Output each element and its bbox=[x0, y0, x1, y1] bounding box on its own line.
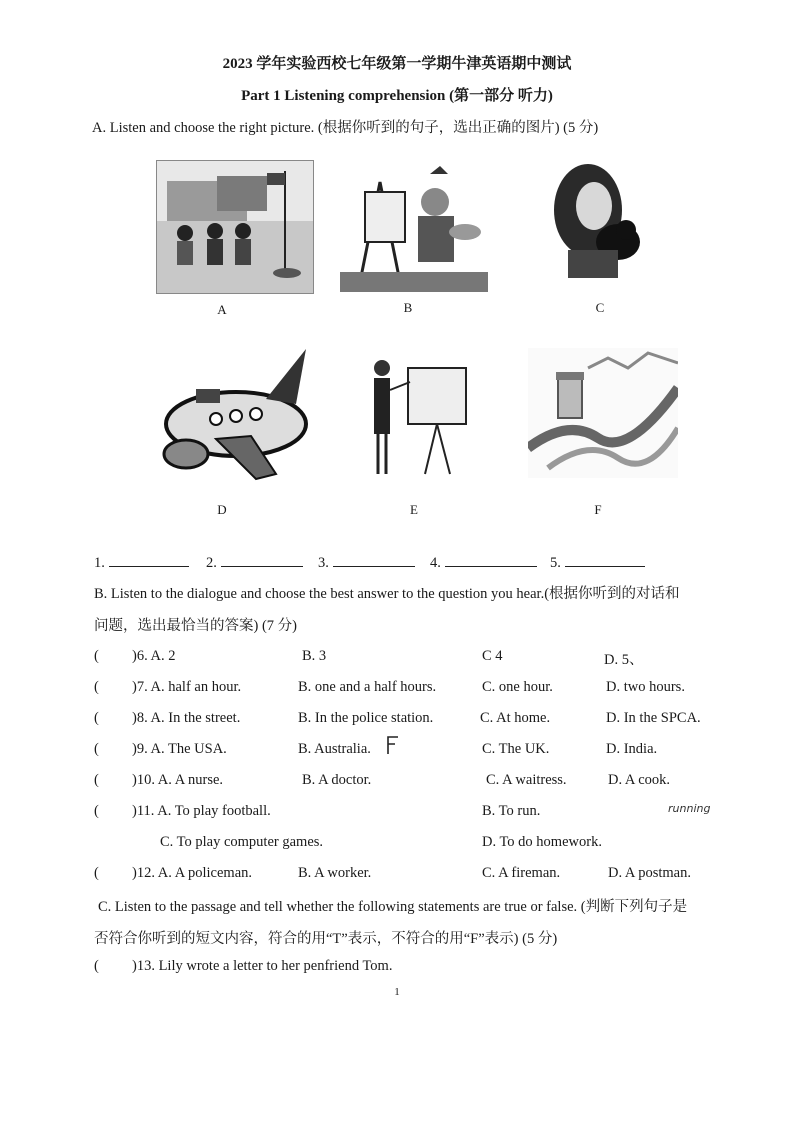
question-13: )13. Lily wrote a letter to her penfriend Tom. bbox=[132, 958, 393, 974]
option-d: D. A postman. bbox=[608, 865, 691, 881]
exam-title: 2023 学年实验西校七年级第一学期牛津英语期中测试 bbox=[222, 56, 572, 72]
picture-c-label: C bbox=[595, 300, 605, 315]
option-d: D. two hours. bbox=[606, 679, 685, 695]
question-12: )12. A. A policeman. bbox=[132, 865, 253, 881]
picture-d bbox=[156, 344, 312, 484]
option-b: B. one and a half hours. bbox=[298, 679, 437, 695]
option-d: D. 5、 bbox=[604, 652, 644, 668]
picture-d-label: D bbox=[217, 502, 227, 517]
question-9: )9. A. The USA. bbox=[132, 741, 227, 757]
page-number: 1 bbox=[394, 986, 400, 998]
woman-with-dog-icon bbox=[548, 160, 648, 278]
option-d: D. A cook. bbox=[608, 772, 671, 788]
option-d: D. India. bbox=[606, 741, 658, 757]
picture-a-label: A bbox=[217, 302, 227, 317]
answer-paren[interactable]: ( bbox=[94, 958, 99, 974]
picture-c bbox=[548, 160, 648, 278]
option-c: C 4 bbox=[482, 648, 503, 664]
option-d: D. In the SPCA. bbox=[606, 710, 701, 726]
question-10: )10. A. A nurse. bbox=[132, 772, 224, 788]
picture-e-label: E bbox=[410, 502, 418, 517]
picture-b-label: B bbox=[403, 300, 413, 315]
airplane-icon bbox=[156, 344, 312, 484]
picture-a bbox=[156, 160, 314, 294]
option-b: B. 3 bbox=[302, 648, 327, 664]
answer-blank-2[interactable]: 2. bbox=[206, 552, 303, 572]
picture-e bbox=[360, 350, 470, 478]
picture-b bbox=[340, 162, 488, 292]
picture-f bbox=[528, 348, 678, 478]
section-c-instruction-2: 否符合你听到的短文内容，符合的用“T”表示，不符合的用“F”表示) (5 分) bbox=[94, 931, 558, 947]
painter-easel-icon bbox=[340, 162, 488, 292]
picture-f-label: F bbox=[594, 502, 602, 517]
option-c: C. To play computer games. bbox=[160, 834, 324, 850]
option-c: C. A waitress. bbox=[486, 772, 567, 788]
section-a-instruction: A. Listen and choose the right picture. (根据你听到的句子，选出正确的图片) (5 分) bbox=[92, 120, 599, 136]
answer-blank-1[interactable]: 1. bbox=[94, 552, 189, 572]
answer-paren[interactable]: ( bbox=[94, 803, 99, 819]
answer-blank-3[interactable]: 3. bbox=[318, 552, 415, 572]
handwritten-note: running bbox=[668, 802, 711, 815]
option-b: B. In the police station. bbox=[298, 710, 434, 726]
section-b-instruction-1: B. Listen to the dialogue and choose the best answer to the question you hear.(根据你听到的对话和 bbox=[94, 586, 680, 602]
option-b: B. Australia. bbox=[298, 741, 371, 757]
option-d: D. To do homework. bbox=[482, 834, 602, 850]
answer-blank-5[interactable]: 5. bbox=[550, 552, 645, 572]
question-6: )6. A. 2 bbox=[132, 648, 176, 664]
answer-paren[interactable]: ( bbox=[94, 648, 99, 664]
question-8: )8. A. In the street. bbox=[132, 710, 241, 726]
part-heading: Part 1 Listening comprehension (第一部分 听力) bbox=[241, 88, 553, 104]
answer-blank-4[interactable]: 4. bbox=[430, 552, 537, 572]
option-b: B. To run. bbox=[482, 803, 541, 819]
option-c: C. A fireman. bbox=[482, 865, 561, 881]
teacher-board-icon bbox=[360, 350, 470, 478]
handwritten-f-mark-icon bbox=[384, 734, 402, 756]
answer-paren[interactable]: ( bbox=[94, 679, 99, 695]
answer-paren[interactable]: ( bbox=[94, 710, 99, 726]
question-7: )7. A. half an hour. bbox=[132, 679, 242, 695]
option-c: C. The UK. bbox=[482, 741, 550, 757]
question-11: )11. A. To play football. bbox=[132, 803, 271, 819]
section-c-instruction-1: C. Listen to the passage and tell whether the following statements are true or false. (判断下列句子是 bbox=[98, 899, 688, 915]
option-c: C. one hour. bbox=[482, 679, 553, 695]
answer-paren[interactable]: ( bbox=[94, 865, 99, 881]
option-c: C. At home. bbox=[480, 710, 551, 726]
children-flag-scene-icon bbox=[157, 161, 313, 293]
great-wall-icon bbox=[528, 348, 678, 478]
answer-paren[interactable]: ( bbox=[94, 772, 99, 788]
section-b-instruction-2: 问题，选出最恰当的答案) (7 分) bbox=[94, 618, 297, 634]
option-b: B. A doctor. bbox=[302, 772, 372, 788]
option-b: B. A worker. bbox=[298, 865, 372, 881]
answer-paren[interactable]: ( bbox=[94, 741, 99, 757]
